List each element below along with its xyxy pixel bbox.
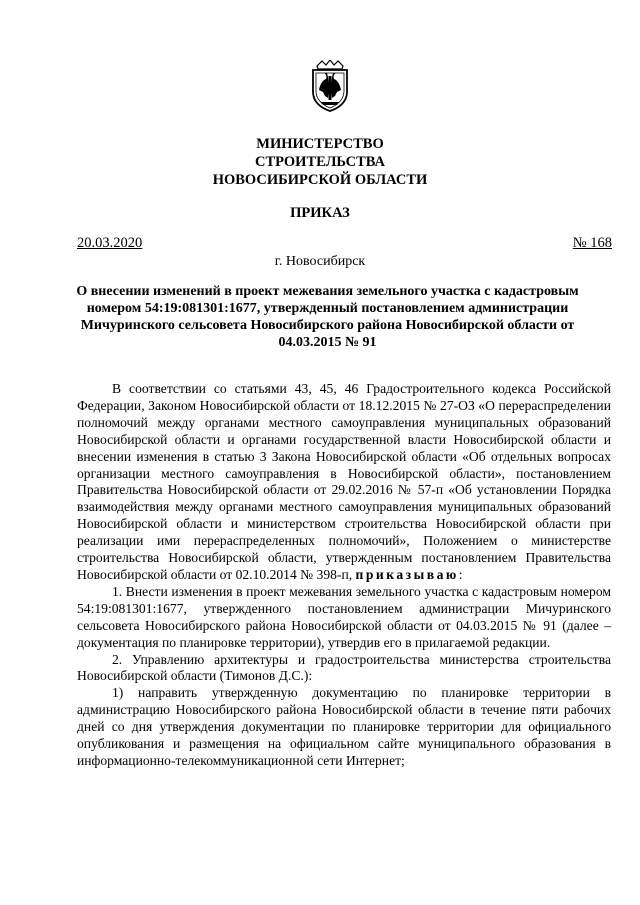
ministry-line-1: МИНИСТЕРСТВО <box>256 136 384 152</box>
preamble-text: В соответствии со статьями 43, 45, 46 Градостроительного кодекса Российской Федерации, Законом Новосибирской области от 18.12.2015 № 27-ОЗ «О перераспределении полномочий между органами местного самоуправления муниципальных образований Новосибирской области и органами государственной власти Новосибирской области и внесении изменения в статью 3 Закона Новосибирской области «Об отдельных вопросах организации местного самоуправления в Новосибирской области», постановлением Правительства Новосибирской области от 29.02.2016 № 57-п «Об установлении Порядка взаимодействия между органами местного самоуправления муниципальных образований Новосибирской области и министерством строительства Новосибирской области при реализации ими перераспределенных полномочий», Положением о министерстве строительства Новосибирской области, утвержденным постановлением Правительства Новосибирской области от 02.10.2014 № 398-п, <box>77 381 611 582</box>
item-2-1: 1) направить утвержденную документацию по планировке территории в администрацию Новосибирского района Новосибирской области в течение пяти рабочих дней со дня утверждения документации по планировке территории для официального опубликования и размещения на официальном сайте муниципального образования в информационно-телекоммуникационной сети Интернет; <box>77 685 611 768</box>
ministry-line-2: СТРОИТЕЛЬСТВА <box>254 154 386 170</box>
order-city: г. Новосибирск <box>274 254 366 269</box>
ministry-name <box>0 135 640 189</box>
order-subject: О внесении изменений в проект межевания земельного участка с кадастровым номером 54:19:081301:1677, утвержденный постановлением администрации Мичуринского сельсовета Новосибирского района Новосибирской области от 04.03.2015 № 91 <box>76 284 579 350</box>
preamble-paragraph <box>77 381 611 584</box>
order-date: 20.03.2020 <box>77 235 143 251</box>
order-body <box>77 381 611 770</box>
ministry-line-3: НОВОСИБИРСКОЙ ОБЛАСТИ <box>212 172 428 188</box>
item-1: 1. Внести изменения в проект межевания земельного участка с кадастровым номером 54:19:081301:1677, утвержденного постановлением администрации Мичуринского сельсовета Новосибирского района Новосибирской области от 04.03.2015 № 91 (далее – документация по планировке территории), утвердив его в прилагаемой редакции. <box>77 583 611 650</box>
item-2: 2. Управлению архитектуры и градостроительства министерства строительства Новосибирской области (Тимонов Д.С.): <box>77 651 611 684</box>
order-number: № 168 <box>572 235 612 251</box>
command-colon: : <box>458 566 463 582</box>
coat-of-arms-emblem <box>309 60 351 112</box>
order-title: ПРИКАЗ <box>290 205 350 221</box>
command-word: приказываю <box>355 566 459 582</box>
